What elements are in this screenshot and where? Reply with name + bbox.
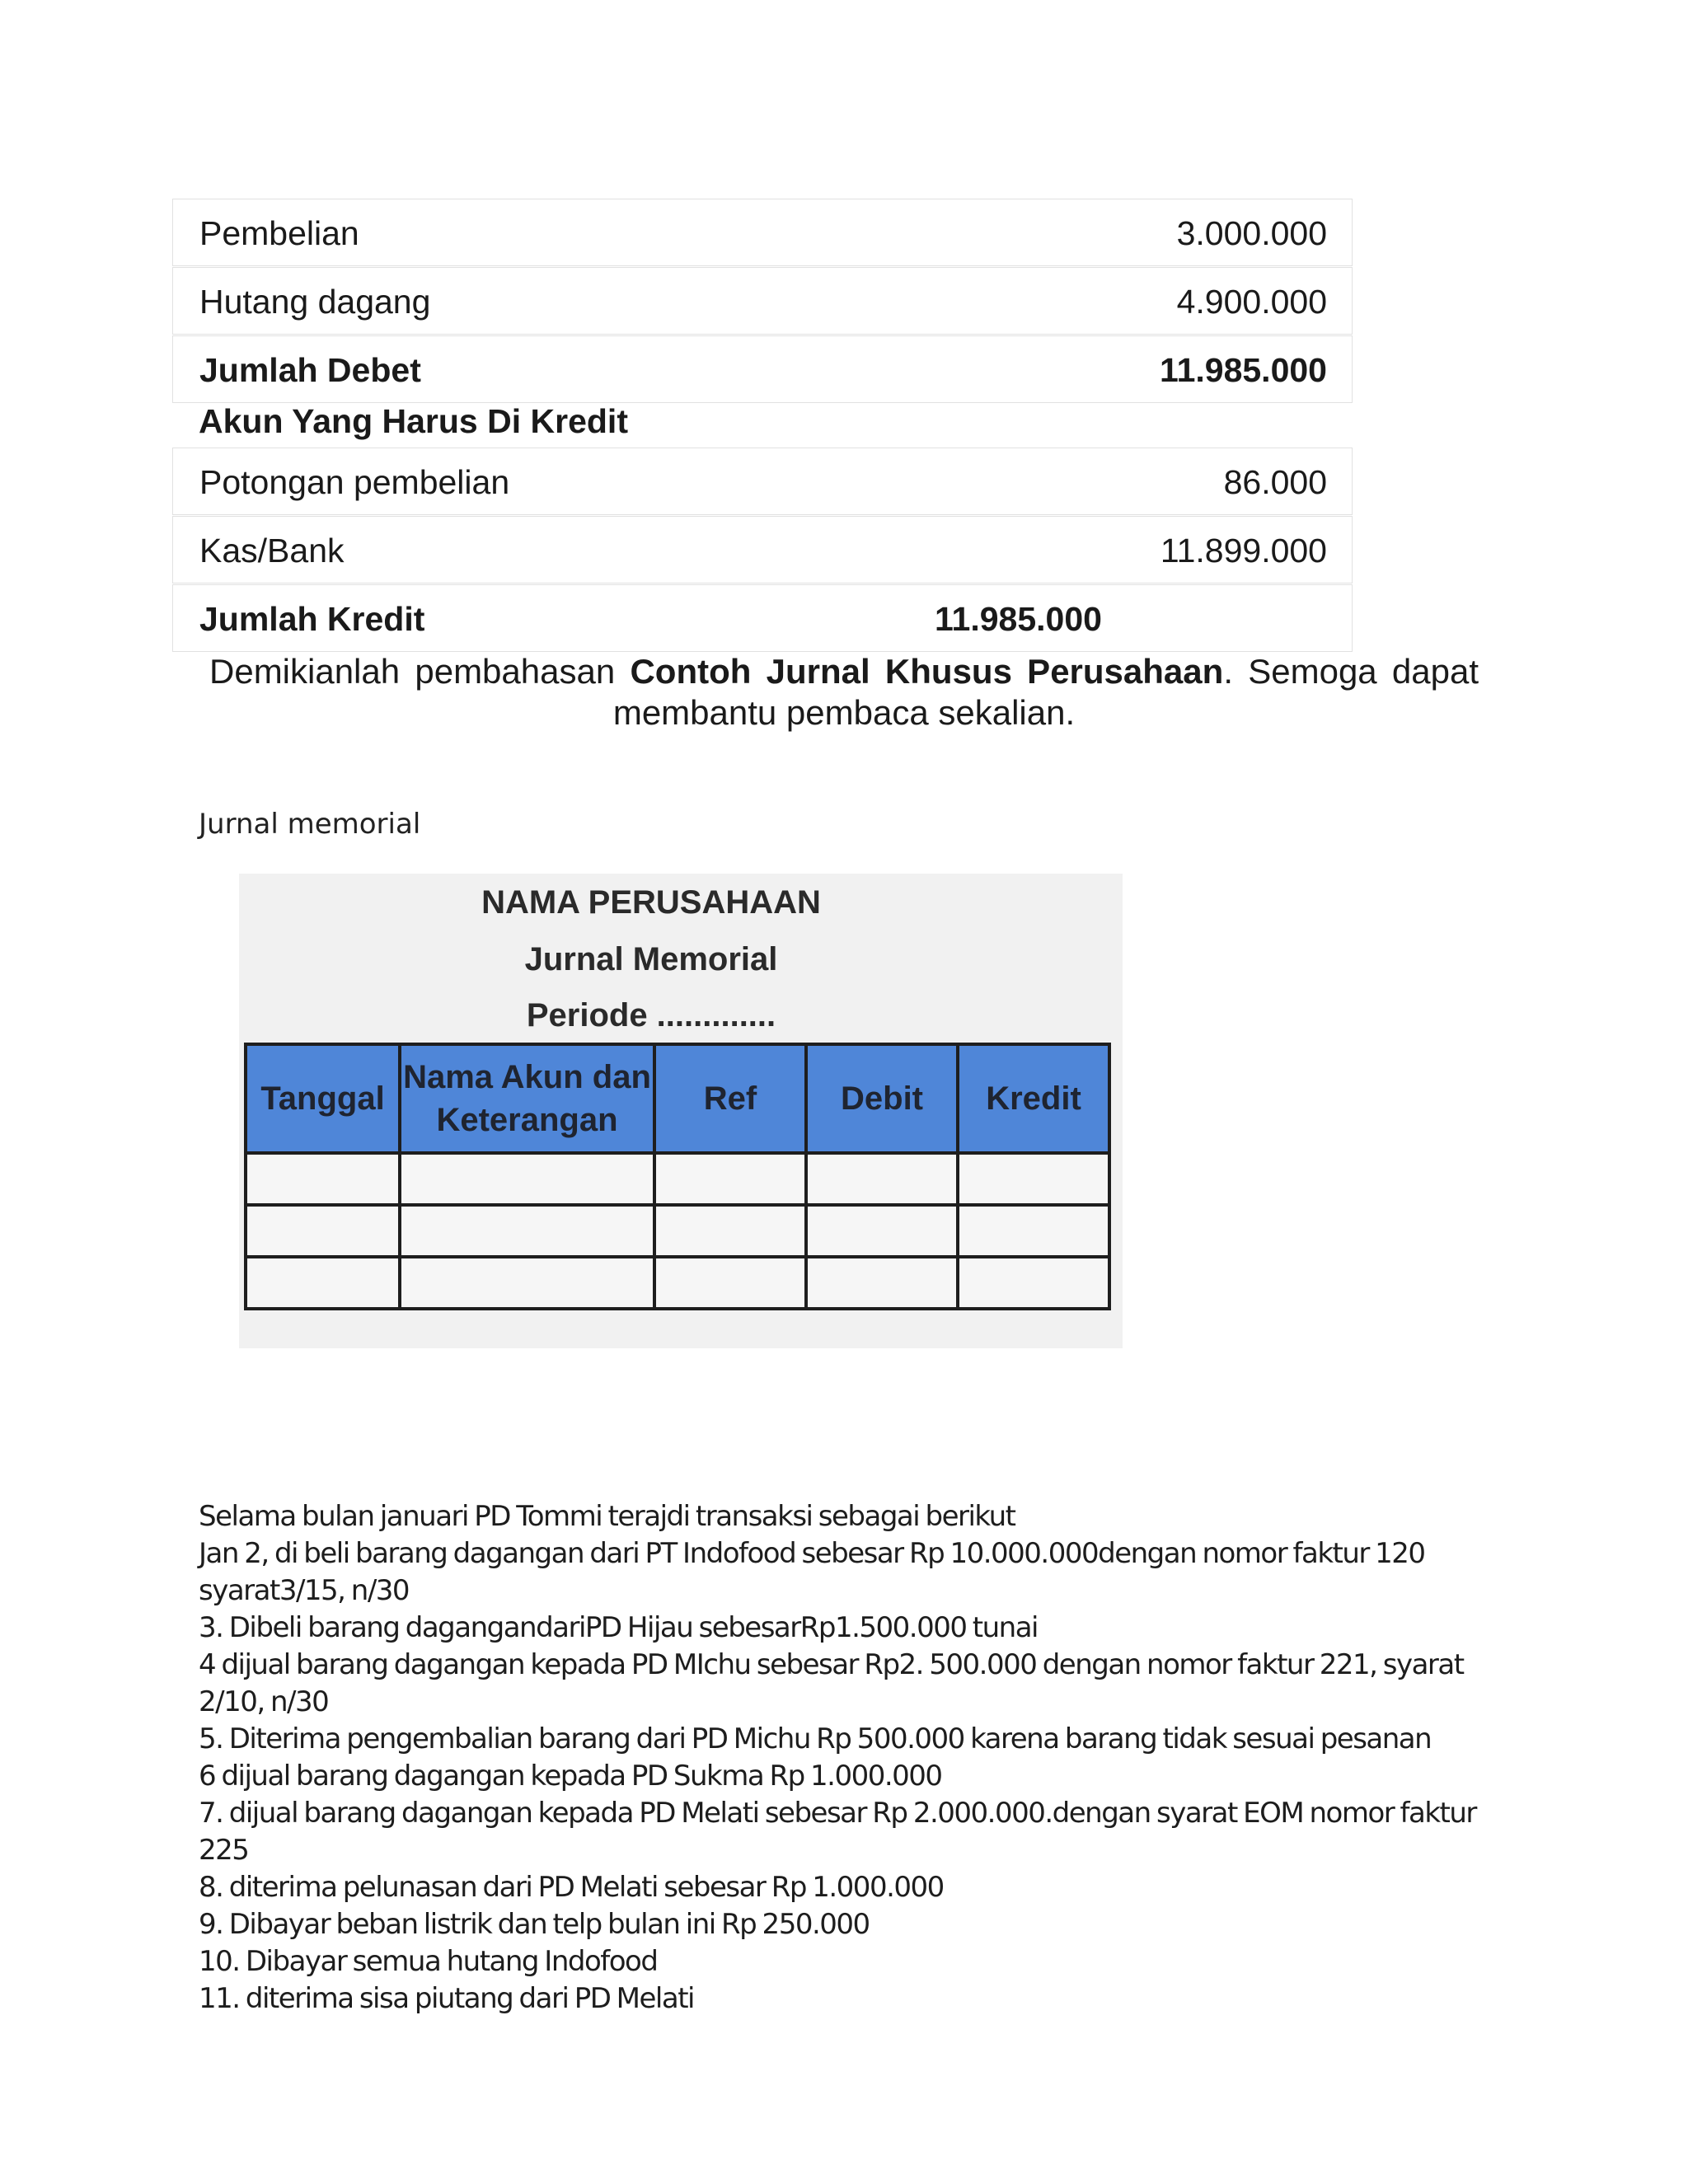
- section-label: Jurnal memorial: [199, 808, 421, 841]
- table-row: [246, 1205, 1109, 1257]
- list-item: 6 dijual barang dagangan kepada PD Sukma Rp 1.000.000: [199, 1760, 942, 1793]
- total-label: Jumlah Debet: [199, 351, 421, 389]
- list-item: 10. Dibayar semua hutang Indofood: [199, 1945, 658, 1978]
- memorial-journal-grid: [244, 1043, 1111, 1310]
- list-item: 3. Dibeli barang dagangandariPD Hijau sebesarRp1.500.000 tunai: [199, 1611, 1038, 1644]
- table-row: [246, 1257, 1109, 1309]
- table-cell: [958, 1205, 1109, 1257]
- table-cell: [806, 1153, 958, 1205]
- total-amount: 11.985.000: [935, 600, 1102, 638]
- debit-row-hutang-dagang: [172, 267, 1353, 335]
- header-tanggal: Tanggal: [246, 1044, 400, 1153]
- conclusion-paragraph: [209, 651, 1479, 733]
- journal-title: Jurnal Memorial: [524, 941, 778, 977]
- table-cell: [246, 1153, 400, 1205]
- transaction-list: [199, 1498, 1484, 2018]
- account-amount: 3.000.000: [1176, 214, 1327, 252]
- debit-row-pembelian: [172, 199, 1353, 266]
- table-cell: [958, 1153, 1109, 1205]
- conclusion-line-2: membantu pembaca sekalian.: [612, 693, 1076, 732]
- total-amount: 11.985.000: [1160, 351, 1327, 389]
- total-label: Jumlah Kredit: [199, 600, 425, 638]
- list-item: syarat3/15, n/30: [199, 1574, 410, 1607]
- memorial-journal-template-image: [239, 874, 1123, 1348]
- account-name: Kas/Bank: [199, 532, 345, 569]
- list-item: 2/10, n/30: [199, 1685, 329, 1718]
- kredit-row-kas-bank: [172, 516, 1353, 583]
- table-row: [246, 1153, 1109, 1205]
- conclusion-text-pre: Demikianlah pembahasan: [209, 652, 631, 691]
- header-ref: Ref: [654, 1044, 806, 1153]
- list-item: 5. Diterima pengembalian barang dari PD Michu Rp 500.000 karena barang tidak sesuai pesanan: [199, 1722, 1432, 1755]
- account-name: Potongan pembelian: [199, 463, 510, 501]
- table-cell: [246, 1205, 400, 1257]
- period-label: Periode .............: [526, 997, 776, 1033]
- table-cell: [246, 1257, 400, 1309]
- header-kredit: Kredit: [958, 1044, 1109, 1153]
- account-amount: 4.900.000: [1176, 283, 1327, 321]
- table-cell: [806, 1205, 958, 1257]
- company-name: NAMA PERUSAHAAN: [481, 884, 821, 921]
- kredit-row-potongan-pembelian: [172, 448, 1353, 515]
- header-nama-akun: Nama Akun dan Keterangan: [400, 1044, 654, 1153]
- list-item: Jan 2, di beli barang dagangan dari PT Indofood sebesar Rp 10.000.000dengan nomor faktur 120: [199, 1537, 1425, 1570]
- table-cell: [654, 1153, 806, 1205]
- conclusion-text-bold: Contoh Jurnal Khusus Perusahaan: [630, 652, 1224, 691]
- table-cell: [806, 1257, 958, 1309]
- list-item: 8. diterima pelunasan dari PD Melati sebesar Rp 1.000.000: [199, 1871, 944, 1904]
- account-amount: 86.000: [1223, 463, 1327, 501]
- conclusion-line-1: [209, 651, 1479, 692]
- table-cell: [400, 1257, 654, 1309]
- debit-total-row: [172, 335, 1353, 403]
- list-item: 9. Dibayar beban listrik dan telp bulan ini Rp 250.000: [199, 1908, 870, 1941]
- table-cell: [400, 1205, 654, 1257]
- header-row: [246, 1044, 1109, 1153]
- table-cell: [654, 1257, 806, 1309]
- account-name: Pembelian: [199, 214, 359, 252]
- table-cell: [400, 1153, 654, 1205]
- list-item: 11. diterima sisa piutang dari PD Melati: [199, 1982, 694, 2015]
- conclusion-text-post: . Semoga dapat: [1223, 652, 1479, 691]
- header-debit: Debit: [806, 1044, 958, 1153]
- kredit-heading: Akun Yang Harus Di Kredit: [199, 402, 628, 440]
- list-item: 4 dijual barang dagangan kepada PD MIchu sebesar Rp2. 500.000 dengan nomor faktur 221, syarat: [199, 1648, 1464, 1681]
- kredit-total-row: [172, 584, 1353, 652]
- account-name: Hutang dagang: [199, 283, 431, 321]
- list-item: Selama bulan januari PD Tommi terajdi transaksi sebagai berikut: [199, 1500, 1015, 1533]
- list-item: 7. dijual barang dagangan kepada PD Melati sebesar Rp 2.000.000.dengan syarat EOM nomor faktur 225: [199, 1797, 1476, 1867]
- account-amount: 11.899.000: [1160, 532, 1327, 569]
- table-cell: [958, 1257, 1109, 1309]
- table-cell: [654, 1205, 806, 1257]
